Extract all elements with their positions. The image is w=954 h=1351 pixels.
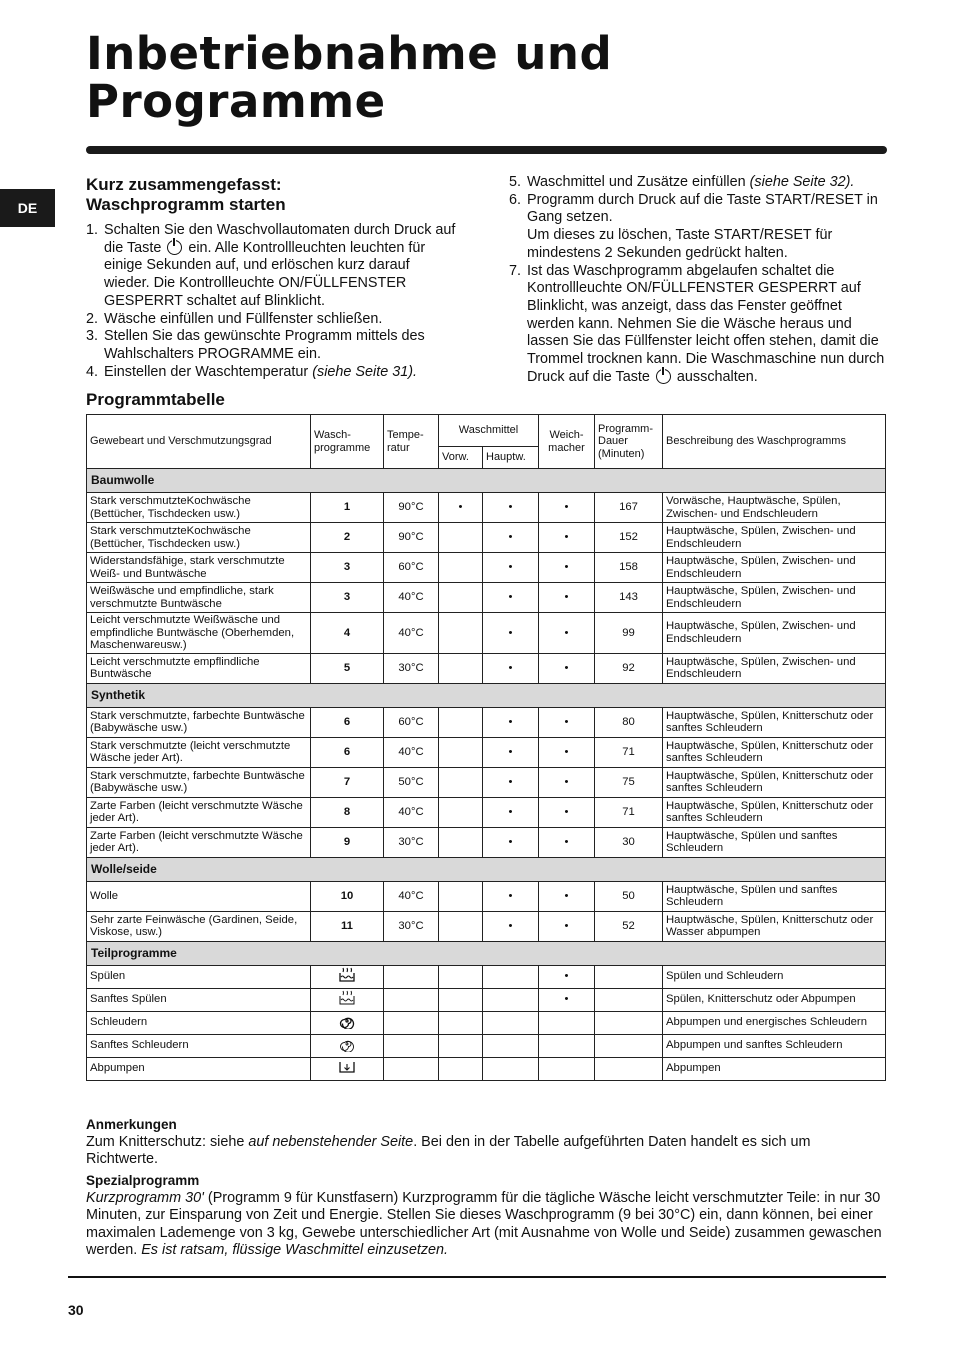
section-header <box>87 683 886 707</box>
duration-cell: 167 <box>595 493 663 523</box>
gentle-spin-icon <box>339 1036 355 1056</box>
mainwash-cell: • <box>483 653 539 683</box>
prewash-cell <box>439 583 483 613</box>
duration-cell: 158 <box>595 553 663 583</box>
section-header <box>87 941 886 965</box>
steps-left <box>86 222 458 381</box>
mainwash-cell: • <box>483 797 539 827</box>
softener-cell: • <box>539 988 595 1011</box>
section-title: Teilprogramme <box>87 941 886 965</box>
fabric-cell: Sanftes Spülen <box>87 988 311 1011</box>
header-fabric: Gewebeart und Verschmutzungsgrad <box>87 415 311 469</box>
prewash-cell <box>439 523 483 553</box>
mainwash-cell: • <box>483 613 539 654</box>
description-cell: Abpumpen und energisches Schleudern <box>663 1011 886 1034</box>
table-row <box>87 911 886 941</box>
step-4: 4. Einstellen der Waschtemperatur (siehe Seite 31). <box>86 363 418 380</box>
description-cell: Spülen und Schleudern <box>663 965 886 988</box>
softener-cell: • <box>539 523 595 553</box>
fabric-cell: Stark verschmutzte, farbechte Buntwäsche (Babywäsche usw.) <box>87 767 311 797</box>
table-row <box>87 553 886 583</box>
power-icon <box>656 369 671 384</box>
temperature-cell <box>384 1034 439 1057</box>
mainwash-cell: • <box>483 493 539 523</box>
spin-icon <box>339 1013 355 1033</box>
program-table-heading: Programmtabelle <box>86 390 225 409</box>
softener-cell: • <box>539 613 595 654</box>
prewash-cell <box>439 767 483 797</box>
prewash-cell <box>439 613 483 654</box>
description-cell: Hauptwäsche, Spülen, Zwischen- und Endschleudern <box>663 523 886 553</box>
fabric-cell: Leicht verschmutzte Weißwäsche und empfindliche Buntwäsche (Oberhemden, Maschenwareusw.) <box>87 613 311 654</box>
temperature-cell: 30°C <box>384 653 439 683</box>
duration-cell: 92 <box>595 653 663 683</box>
softener-cell: • <box>539 653 595 683</box>
header-temperature: Tempe- ratur <box>384 415 439 469</box>
mainwash-cell <box>483 1034 539 1057</box>
temperature-cell: 50°C <box>384 767 439 797</box>
notes-section <box>86 1116 886 1169</box>
table-row <box>87 797 886 827</box>
language-tab: DE <box>0 189 55 227</box>
section-header <box>87 469 886 493</box>
prewash-cell <box>439 797 483 827</box>
softener-cell <box>539 1034 595 1057</box>
program-cell: 2 <box>311 523 384 553</box>
description-cell: Hauptwäsche, Spülen, Knitterschutz oder Wasser abpumpen <box>663 911 886 941</box>
header-detergent: Waschmittel <box>439 415 539 447</box>
description-cell: Hauptwäsche, Spülen, Knitterschutz oder sanftes Schleudern <box>663 737 886 767</box>
description-cell: Hauptwäsche, Spülen, Knitterschutz oder sanftes Schleudern <box>663 767 886 797</box>
title-rule <box>86 146 887 154</box>
header-mainwash: Hauptw. <box>483 447 539 469</box>
temperature-cell: 40°C <box>384 737 439 767</box>
step-7: 7. Ist das Waschprogramm abgelaufen schaltet die Kontrollleuchte ON/FÜLLFENSTER GESPERRT auf Blinklicht, was anzeigt, dass das Fenster geöffnet werden kann. Nehmen Sie die Wäsche heraus und lassen Sie das Füllfenster leicht offen stehen, damit die Trommel trocknen kann. Die Waschmaschine nun durch Druck auf die Taste ausschalten. <box>509 262 885 385</box>
description-cell: Hauptwäsche, Spülen, Zwischen- und Endschleudern <box>663 583 886 613</box>
duration-cell <box>595 965 663 988</box>
table-row <box>87 1034 886 1057</box>
mainwash-cell <box>483 1057 539 1080</box>
temperature-cell: 40°C <box>384 797 439 827</box>
mainwash-cell: • <box>483 911 539 941</box>
prewash-cell <box>439 827 483 857</box>
duration-cell: 71 <box>595 797 663 827</box>
fabric-cell: Zarte Farben (leicht verschmutzte Wäsche jeder Art). <box>87 827 311 857</box>
duration-cell: 80 <box>595 707 663 737</box>
step-6: 6. Programm durch Druck auf die Taste START/RESET in Gang setzen. Um dieses zu löschen, Taste START/RESET für mindestens 2 Sekunden gedrückt halten. <box>509 191 878 261</box>
description-cell: Hauptwäsche, Spülen und sanftes Schleudern <box>663 827 886 857</box>
duration-cell <box>595 1034 663 1057</box>
temperature-cell <box>384 1011 439 1034</box>
prewash-cell <box>439 1011 483 1034</box>
rinse-icon <box>338 967 356 987</box>
prewash-cell <box>439 881 483 911</box>
softener-cell: • <box>539 553 595 583</box>
softener-cell: • <box>539 583 595 613</box>
prewash-cell <box>439 553 483 583</box>
header-program: Wasch- programme <box>311 415 384 469</box>
special-text: Kurzprogramm 30' (Programm 9 für Kunstfasern) Kurzprogramm für die tägliche Wäsche leicht verschmutzter Teile: in nur 30 Minuten, zur Einsparung von Zeit und Energie. Stellen Sie dieses Waschprogramm (9 bei 30°C) ein, dann können, bei einer maximalen Lademenge von 3 kg, Gewebe unterschiedlicher Art (mit Ausnahme von Wolle und Seide) zusammen gewaschen werden. Es ist ratsam, flüssige Waschmittel einzusetzen. <box>86 1189 882 1258</box>
section-title: Baumwolle <box>87 469 886 493</box>
header-prewash: Vorw. <box>439 447 483 469</box>
mainwash-cell: • <box>483 553 539 583</box>
temperature-cell: 60°C <box>384 707 439 737</box>
fabric-cell: Weißwäsche und empfindliche, stark verschmutzte Buntwäsche <box>87 583 311 613</box>
gentle-rinse-icon <box>338 990 356 1010</box>
description-cell: Hauptwäsche, Spülen, Knitterschutz oder sanftes Schleudern <box>663 707 886 737</box>
duration-cell: 143 <box>595 583 663 613</box>
program-cell: 7 <box>311 767 384 797</box>
program-cell <box>311 988 384 1011</box>
temperature-cell: 30°C <box>384 827 439 857</box>
description-cell: Hauptwäsche, Spülen, Knitterschutz oder sanftes Schleudern <box>663 797 886 827</box>
table-row <box>87 767 886 797</box>
program-cell <box>311 1034 384 1057</box>
mainwash-cell <box>483 988 539 1011</box>
table-row <box>87 988 886 1011</box>
mainwash-cell: • <box>483 881 539 911</box>
program-cell: 3 <box>311 553 384 583</box>
softener-cell: • <box>539 881 595 911</box>
fabric-cell: Sanftes Schleudern <box>87 1034 311 1057</box>
description-cell: Hauptwäsche, Spülen, Zwischen- und Endschleudern <box>663 613 886 654</box>
softener-cell: • <box>539 911 595 941</box>
page-number: 30 <box>68 1302 84 1318</box>
prewash-cell <box>439 737 483 767</box>
fabric-cell: Sehr zarte Feinwäsche (Gardinen, Seide, Viskose, usw.) <box>87 911 311 941</box>
step-2: 2. Wäsche einfüllen und Füllfenster schließen. <box>86 310 383 327</box>
fabric-cell: Widerstandsfähige, stark verschmutzte Weiß- und Buntwäsche <box>87 553 311 583</box>
table-row <box>87 965 886 988</box>
program-cell: 3 <box>311 583 384 613</box>
table-row <box>87 881 886 911</box>
temperature-cell: 40°C <box>384 881 439 911</box>
prewash-cell <box>439 707 483 737</box>
program-cell: 1 <box>311 493 384 523</box>
duration-cell <box>595 1057 663 1080</box>
header-description: Beschreibung des Waschprogramms <box>663 415 886 469</box>
fabric-cell: Schleudern <box>87 1011 311 1034</box>
description-cell: Hauptwäsche, Spülen, Zwischen- und Endschleudern <box>663 653 886 683</box>
step-3: 3. Stellen Sie das gewünschte Programm mittels des Wahlschalters PROGRAMME ein. <box>86 328 425 362</box>
table-row <box>87 707 886 737</box>
page-title: Inbetriebnahme und Programme <box>86 27 613 128</box>
table-row <box>87 1011 886 1034</box>
temperature-cell <box>384 1057 439 1080</box>
duration-cell <box>595 1011 663 1034</box>
fabric-cell: Wolle <box>87 881 311 911</box>
program-cell: 9 <box>311 827 384 857</box>
duration-cell: 99 <box>595 613 663 654</box>
softener-cell: • <box>539 797 595 827</box>
step-5: 5. Waschmittel und Zusätze einfüllen (siehe Seite 32). <box>509 174 855 190</box>
temperature-cell: 40°C <box>384 583 439 613</box>
prewash-cell <box>439 911 483 941</box>
description-cell: Abpumpen und sanftes Schleudern <box>663 1034 886 1057</box>
temperature-cell: 90°C <box>384 523 439 553</box>
duration-cell: 75 <box>595 767 663 797</box>
program-cell: 10 <box>311 881 384 911</box>
section-title: Wolle/seide <box>87 857 886 881</box>
steps-right <box>509 174 889 386</box>
prewash-cell <box>439 965 483 988</box>
softener-cell: • <box>539 827 595 857</box>
program-cell <box>311 1057 384 1080</box>
fabric-cell: Zarte Farben (leicht verschmutzte Wäsche jeder Art). <box>87 797 311 827</box>
table-row <box>87 827 886 857</box>
mainwash-cell: • <box>483 523 539 553</box>
table-row <box>87 737 886 767</box>
fabric-cell: Stark verschmutzte, farbechte Buntwäsche (Babywäsche usw.) <box>87 707 311 737</box>
notes-text: Zum Knitterschutz: siehe auf nebenstehender Seite. Bei den in der Tabelle aufgeführten Daten handelt es sich um Richtwerte. <box>86 1133 811 1167</box>
program-cell <box>311 1011 384 1034</box>
power-icon <box>167 240 182 255</box>
mainwash-cell: • <box>483 827 539 857</box>
softener-cell: • <box>539 965 595 988</box>
mainwash-cell: • <box>483 707 539 737</box>
softener-cell: • <box>539 737 595 767</box>
duration-cell: 52 <box>595 911 663 941</box>
program-cell: 5 <box>311 653 384 683</box>
prewash-cell <box>439 1034 483 1057</box>
mainwash-cell: • <box>483 583 539 613</box>
mainwash-cell: • <box>483 767 539 797</box>
program-table <box>86 414 886 1081</box>
program-cell: 8 <box>311 797 384 827</box>
duration-cell: 30 <box>595 827 663 857</box>
notes-heading: Anmerkungen <box>86 1117 177 1132</box>
header-softener: Weich- macher <box>539 415 595 469</box>
mainwash-cell <box>483 1011 539 1034</box>
fabric-cell: Leicht verschmutzte empflindliche Buntwäsche <box>87 653 311 683</box>
step-1: 1. Schalten Sie den Waschvollautomaten durch Druck auf die Taste ein. Alle Kontrollleuchten leuchten für einige Sekunden auf, und erlöschen kurz darauf wieder. Die Kontrollleuchte ON/FÜLLFENSTER GESPERRT schaltet auf Blinklicht. <box>86 222 456 309</box>
special-program-section <box>86 1172 886 1260</box>
fabric-cell: Stark verschmutzteKochwäsche (Bettücher, Tischdecken usw.) <box>87 523 311 553</box>
fabric-cell: Spülen <box>87 965 311 988</box>
program-cell: 11 <box>311 911 384 941</box>
table-row <box>87 523 886 553</box>
quick-start-heading: Kurz zusammengefasst: Waschprogramm starten <box>86 175 286 214</box>
program-cell <box>311 965 384 988</box>
duration-cell: 71 <box>595 737 663 767</box>
prewash-cell <box>439 988 483 1011</box>
mainwash-cell: • <box>483 737 539 767</box>
temperature-cell <box>384 965 439 988</box>
table-row <box>87 493 886 523</box>
softener-cell: • <box>539 707 595 737</box>
fabric-cell: Stark verschmutzteKochwäsche (Bettücher, Tischdecken usw.) <box>87 493 311 523</box>
table-row <box>87 653 886 683</box>
duration-cell <box>595 988 663 1011</box>
table-row <box>87 1057 886 1080</box>
softener-cell <box>539 1057 595 1080</box>
fabric-cell: Abpumpen <box>87 1057 311 1080</box>
prewash-cell: • <box>439 493 483 523</box>
duration-cell: 152 <box>595 523 663 553</box>
program-cell: 6 <box>311 737 384 767</box>
drain-icon <box>338 1059 356 1079</box>
program-cell: 6 <box>311 707 384 737</box>
temperature-cell: 90°C <box>384 493 439 523</box>
prewash-cell <box>439 653 483 683</box>
special-heading: Spezialprogramm <box>86 1173 200 1188</box>
table-row <box>87 583 886 613</box>
temperature-cell: 30°C <box>384 911 439 941</box>
section-header <box>87 857 886 881</box>
softener-cell: • <box>539 767 595 797</box>
program-cell: 4 <box>311 613 384 654</box>
header-duration: Programm- Dauer (Minuten) <box>595 415 663 469</box>
footer-rule <box>68 1276 886 1278</box>
description-cell: Hauptwäsche, Spülen und sanftes Schleudern <box>663 881 886 911</box>
description-cell: Abpumpen <box>663 1057 886 1080</box>
prewash-cell <box>439 1057 483 1080</box>
table-row <box>87 613 886 654</box>
description-cell: Hauptwäsche, Spülen, Zwischen- und Endschleudern <box>663 553 886 583</box>
temperature-cell <box>384 988 439 1011</box>
softener-cell: • <box>539 493 595 523</box>
fabric-cell: Stark verschmutzte (leicht verschmutzte Wäsche jeder Art). <box>87 737 311 767</box>
temperature-cell: 40°C <box>384 613 439 654</box>
softener-cell <box>539 1011 595 1034</box>
mainwash-cell <box>483 965 539 988</box>
section-title: Synthetik <box>87 683 886 707</box>
temperature-cell: 60°C <box>384 553 439 583</box>
description-cell: Vorwäsche, Hauptwäsche, Spülen, Zwischen- und Endschleudern <box>663 493 886 523</box>
duration-cell: 50 <box>595 881 663 911</box>
description-cell: Spülen, Knitterschutz oder Abpumpen <box>663 988 886 1011</box>
